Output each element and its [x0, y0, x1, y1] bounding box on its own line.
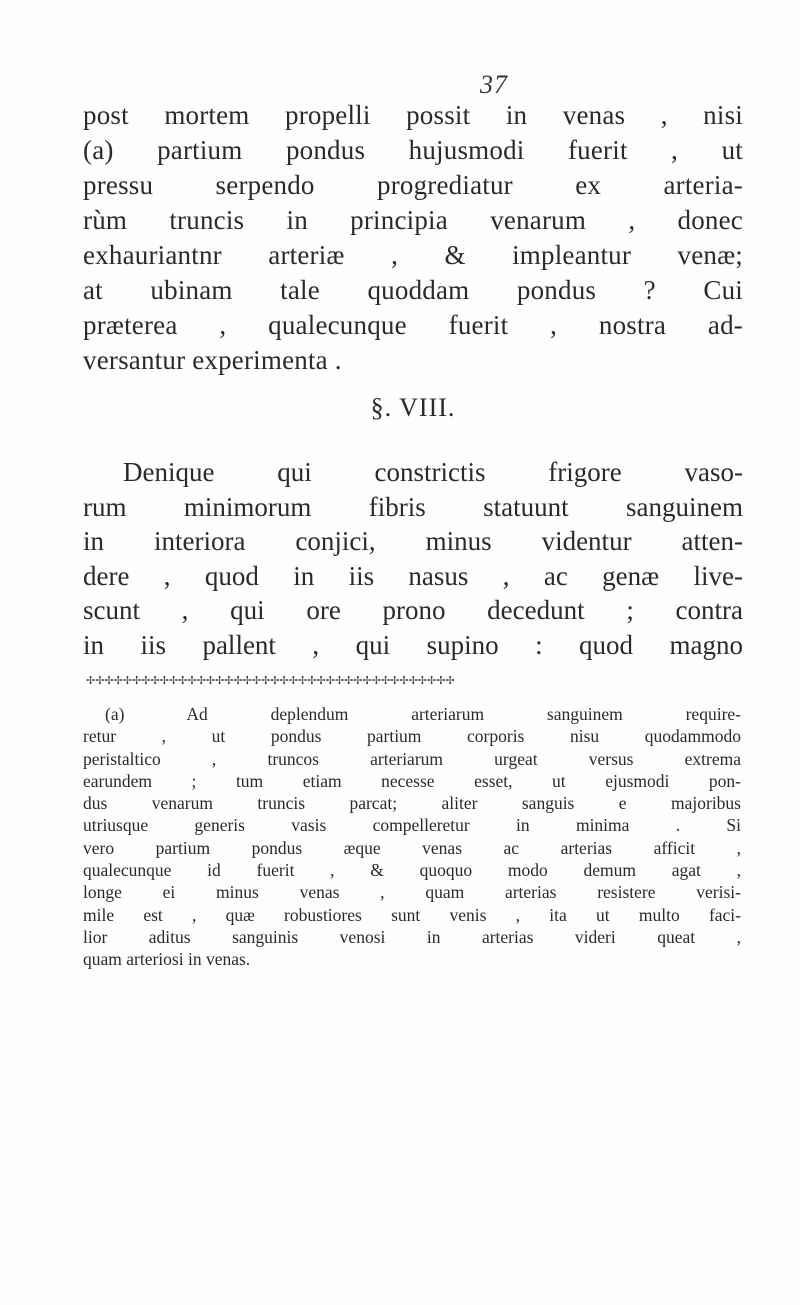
text-line: exhauriantnr arteriæ , & impleantur venæ; — [83, 240, 743, 270]
footnote-line: lior aditus sanguinis venosi in arterias videri queat , — [83, 926, 741, 947]
text-line: pressu serpendo progrediatur ex arteria- — [83, 170, 743, 200]
text-line: præterea , qualecunque fuerit , nostra ad- — [83, 310, 743, 340]
paragraph-section-viii — [83, 455, 743, 662]
text-line: rùm truncis in principia venarum , donec — [83, 205, 743, 235]
footnote-line: qualecunque id fuerit , & quoquo modo demum agat , — [83, 860, 741, 881]
text-line: Denique qui constrictis frigore vaso- — [123, 457, 743, 487]
text-line: in iis pallent , qui supino : quod magno — [83, 629, 743, 660]
text-line: at ubinam tale quoddam pondus ? Cui — [83, 275, 743, 305]
section-heading: §. VIII. — [370, 393, 456, 422]
footnote-line: (a) Ad deplendum arteriarum sanguinem require- — [105, 704, 741, 724]
text-line: in interiora conjici, minus videntur atten- — [83, 526, 743, 556]
footnote-line: peristaltico , truncos arteriarum urgeat versus extrema — [83, 748, 741, 769]
text-line: versantur experimenta . — [83, 345, 342, 375]
footnote-line: vero partium pondus æque venas ac arterias afficit , — [83, 837, 741, 858]
footnote-line: dus venarum truncis parcat; aliter sanguis e majoribus — [83, 793, 741, 814]
footnote-line: earundem ; tum etiam necesse esset, ut ejusmodi pon- — [83, 770, 741, 791]
paragraph-main — [83, 98, 743, 378]
page-number: 37 — [480, 70, 508, 99]
text-line: rum minimorum fibris statuunt sanguinem — [83, 491, 743, 522]
footnote-line: mile est , quæ robustiores sunt venis , ita ut multo faci- — [83, 904, 741, 925]
footnote-line: quam arteriosi in venas. — [83, 949, 251, 970]
ornamental-rule: ✢✢✢✢✢✢✢✢✢✢✢✢✢✢✢✢✢✢✢✢✢✢✢✢✢✢✢✢✢✢✢✢✢✢✢✢✢✢✢✢ — [86, 674, 455, 686]
text-line: scunt , qui ore prono decedunt ; contra — [83, 595, 743, 625]
text-line: dere , quod in iis nasus , ac genæ live- — [83, 560, 743, 591]
text-line: post mortem propelli possit in venas , nisi — [83, 100, 743, 130]
footnote-line: retur , ut pondus partium corporis nisu quodammodo — [83, 726, 741, 747]
footnote — [83, 703, 741, 971]
footnote-line: longe ei minus venas , quam arterias resistere verisi- — [83, 882, 741, 903]
footnote-line: utriusque generis vasis compelleretur in minima . Si — [83, 815, 741, 836]
text-line: (a) partium pondus hujusmodi fuerit , ut — [83, 135, 743, 165]
